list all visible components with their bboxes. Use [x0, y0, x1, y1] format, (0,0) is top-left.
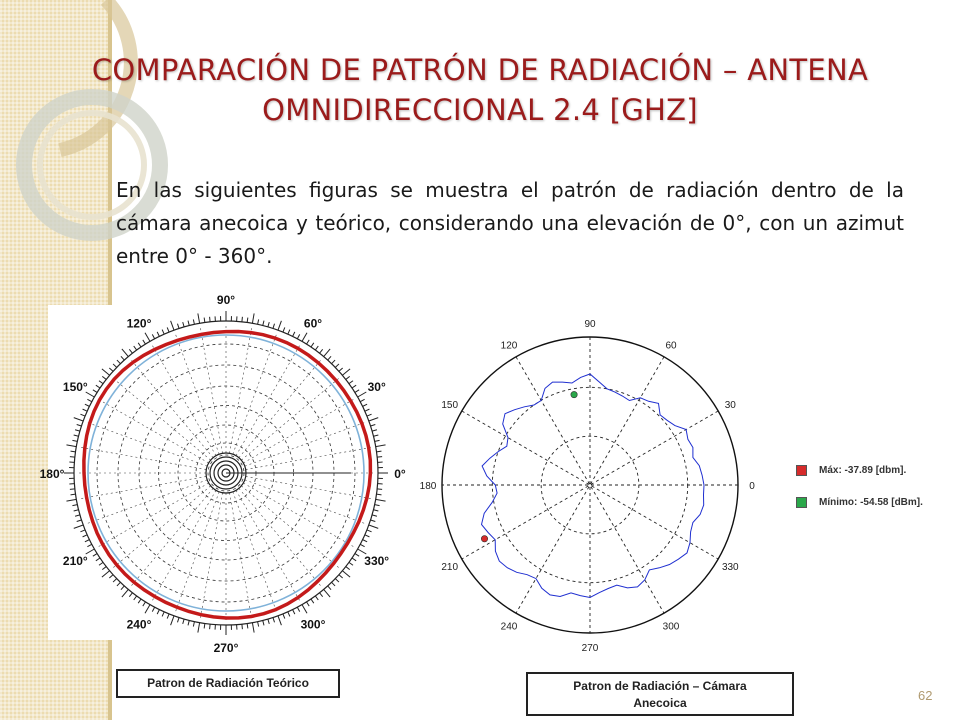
angle-label-150: 150° — [62, 380, 88, 394]
degree-tick — [377, 457, 382, 458]
slide-title — [0, 50, 960, 130]
degree-tick — [377, 489, 382, 490]
angle-label-150: 150 — [441, 400, 459, 411]
angle-label-30: 30° — [367, 380, 386, 394]
degree-tick — [242, 624, 243, 629]
title-line-1: COMPARACIÓN DE PATRÓN DE RADIACIÓN – ANTENA — [91, 53, 869, 87]
min-marker-swatch — [796, 497, 807, 508]
degree-tick — [71, 451, 76, 452]
degree-tick — [204, 624, 205, 629]
measured-caption-line-2: Anecoica — [633, 696, 687, 710]
degree-tick — [210, 317, 211, 322]
measured-caption-line-1: Patron de Radiación – Cámara — [573, 679, 747, 693]
angle-label-90: 90° — [216, 293, 236, 307]
angle-label-210: 210 — [441, 562, 459, 573]
legend-min-row — [796, 494, 923, 510]
angle-label-120: 120 — [500, 340, 518, 352]
angle-label-90: 90 — [584, 319, 596, 330]
angle-label-330: 330° — [364, 554, 390, 568]
angle-label-300: 300° — [300, 617, 326, 632]
angle-label-270: 270° — [213, 641, 239, 655]
angle-label-30: 30 — [724, 400, 736, 411]
measured-caption — [526, 672, 794, 716]
degree-tick — [377, 494, 382, 495]
degree-tick — [377, 451, 382, 452]
degree-tick — [71, 494, 76, 495]
max-marker-swatch — [796, 465, 807, 476]
degree-tick — [210, 624, 211, 629]
angle-label-180: 180 — [419, 481, 437, 492]
title-line-2: OMNIDIRECCIONAL 2.4 [GHZ] — [262, 93, 698, 127]
angle-label-120: 120° — [126, 316, 152, 331]
max-marker — [481, 536, 487, 542]
angle-label-0: 0° — [394, 467, 406, 481]
angle-label-270: 270 — [581, 643, 599, 654]
intro-paragraph: En las siguientes figuras se muestra el patrón de radiación dentro de la cámara anecoica y teórico, considerando una elevación de 0°, con un azimut entre 0° - 360°. — [116, 178, 904, 268]
min-marker — [571, 391, 577, 397]
angle-label-60: 60° — [303, 316, 323, 331]
theoretical-polar-chart — [39, 293, 406, 655]
angle-label-0: 0 — [749, 481, 755, 492]
degree-tick — [204, 318, 205, 323]
angle-label-210: 210° — [62, 554, 88, 568]
angle-label-240: 240 — [500, 621, 518, 633]
page-number: 62 — [918, 688, 933, 703]
degree-tick — [247, 318, 248, 323]
legend-min-label: Mínimo: -54.58 [dBm]. — [819, 496, 923, 508]
degree-tick — [247, 624, 248, 629]
angle-label-300: 300 — [662, 621, 680, 633]
degree-tick — [70, 457, 75, 458]
angle-label-330: 330 — [721, 562, 739, 573]
degree-tick — [70, 489, 75, 490]
angle-label-60: 60 — [665, 340, 677, 352]
legend-max-row — [796, 462, 923, 478]
measured-polar-chart — [400, 310, 760, 660]
degree-tick — [242, 317, 243, 322]
legend-max-label: Máx: -37.89 [dbm]. — [819, 464, 907, 476]
angle-label-240: 240° — [126, 617, 152, 632]
measured-pattern-trace — [482, 374, 705, 598]
measurement-legend — [796, 462, 923, 526]
angle-label-180: 180° — [39, 467, 65, 481]
theoretical-caption: Patron de Radiación Teórico — [116, 669, 340, 698]
measured-grid — [442, 337, 738, 633]
